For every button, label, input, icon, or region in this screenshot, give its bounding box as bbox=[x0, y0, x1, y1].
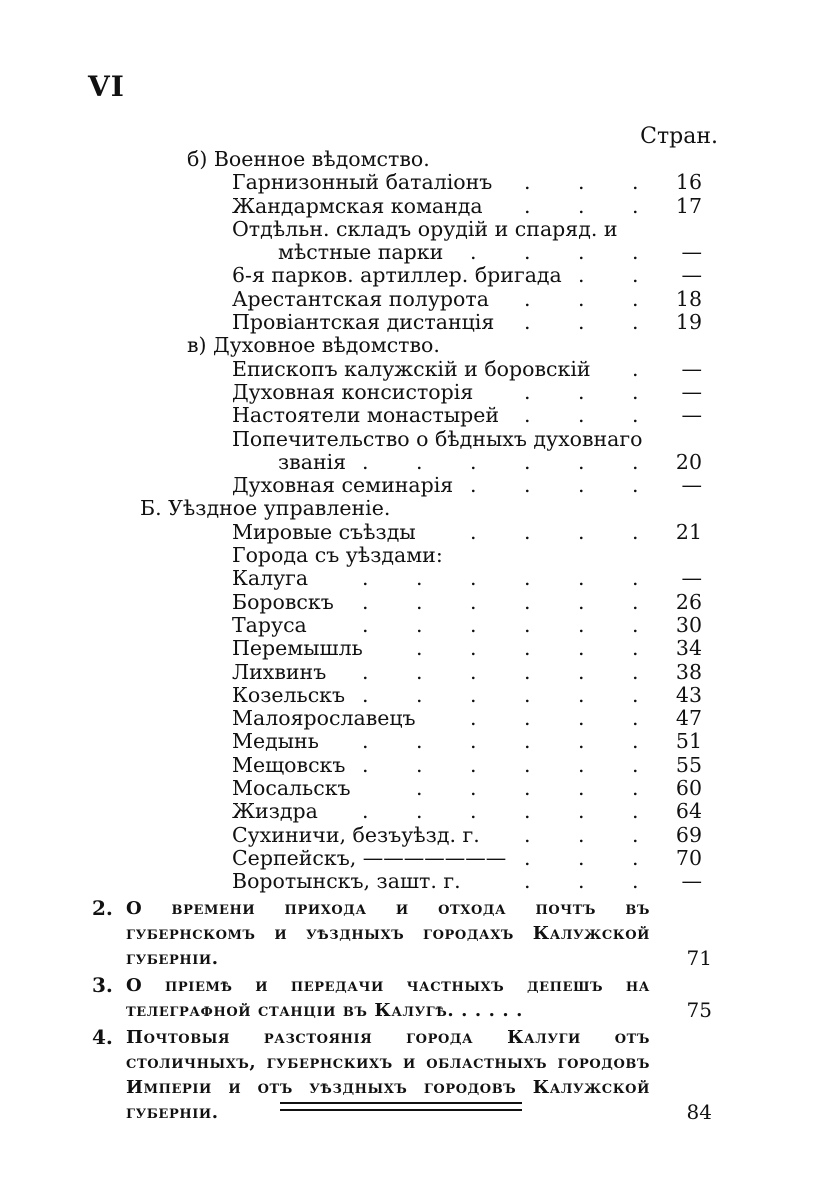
entry-page-number: — bbox=[681, 379, 702, 404]
entry-page-number: 17 bbox=[675, 193, 702, 218]
dot-leader: . bbox=[362, 449, 369, 474]
dot-leader: . bbox=[362, 799, 369, 824]
entry-page-number: — bbox=[681, 869, 702, 894]
dot-leader: . bbox=[578, 310, 585, 335]
entry-page-number: — bbox=[681, 566, 702, 591]
entry-title: 6-я парков. артиллер. бригада bbox=[232, 263, 562, 288]
entry-page-number: 70 bbox=[675, 845, 702, 870]
dot-leader: . bbox=[470, 519, 477, 544]
section-text: О времени прихода и отхода почтъ въ губернскомъ и уѣздныхъ городахъ Калужской губерніи. bbox=[126, 898, 650, 969]
contents-entry bbox=[0, 754, 840, 777]
section-page-number: 71 bbox=[686, 946, 712, 970]
dot-leader: . bbox=[632, 822, 639, 847]
contents-entry bbox=[0, 521, 840, 544]
dot-leader: . bbox=[524, 659, 531, 684]
section-number: 3. bbox=[92, 973, 113, 997]
contents-list bbox=[0, 148, 840, 894]
dot-leader: . bbox=[524, 822, 531, 847]
dot-leader: . bbox=[578, 636, 585, 661]
entry-title: Малоярославецъ bbox=[232, 706, 416, 731]
entry-page-number: — bbox=[681, 473, 702, 498]
entry-page-number: 69 bbox=[675, 822, 702, 847]
entry-page-number: 47 bbox=[675, 706, 702, 731]
dot-leader: . bbox=[578, 682, 585, 707]
dot-leader: . bbox=[416, 589, 423, 614]
dot-leader: . bbox=[632, 356, 639, 381]
dot-leader: . bbox=[524, 752, 531, 777]
entry-title: Козельскъ bbox=[232, 682, 346, 707]
dot-leader: . bbox=[524, 473, 531, 498]
closing-rule-top bbox=[280, 1102, 522, 1104]
entry-title: Перемышль bbox=[232, 636, 363, 661]
dot-leader: . bbox=[524, 869, 531, 894]
contents-entry bbox=[0, 544, 840, 567]
dot-leader: . bbox=[578, 566, 585, 591]
contents-entry bbox=[0, 870, 840, 893]
entry-title: званія bbox=[278, 449, 347, 474]
dot-leader: . bbox=[632, 659, 639, 684]
dot-leader: . bbox=[578, 659, 585, 684]
entry-page-number: 64 bbox=[675, 799, 702, 824]
numbered-sections bbox=[92, 896, 712, 1127]
entry-title: Б. Уѣздное управленіе. bbox=[140, 496, 391, 521]
dot-leader: . bbox=[632, 682, 639, 707]
dot-leader: . bbox=[524, 403, 531, 428]
entry-title: Епископъ калужскій и боровскій bbox=[232, 356, 591, 381]
dot-leader: . bbox=[632, 449, 639, 474]
dot-leader: . bbox=[578, 799, 585, 824]
dot-leader: . bbox=[524, 286, 531, 311]
dot-leader: . bbox=[470, 659, 477, 684]
dot-leader: . bbox=[524, 310, 531, 335]
dot-leader: . bbox=[524, 845, 531, 870]
entry-page-number: 18 bbox=[675, 286, 702, 311]
entry-title: Духовная семинарія bbox=[232, 473, 454, 498]
dot-leader: . bbox=[632, 286, 639, 311]
section-number: 2. bbox=[92, 896, 113, 920]
dot-leader: . bbox=[416, 636, 423, 661]
dot-leader: . bbox=[362, 566, 369, 591]
contents-entry bbox=[0, 311, 840, 334]
dot-leader: . bbox=[578, 193, 585, 218]
dot-leader: . bbox=[578, 776, 585, 801]
dot-leader: . bbox=[416, 659, 423, 684]
dot-leader: . bbox=[524, 612, 531, 637]
entry-title: мѣстные парки bbox=[278, 240, 444, 265]
dot-leader: . bbox=[524, 193, 531, 218]
entry-title: Серпейскъ, ——————— bbox=[232, 845, 507, 870]
entry-page-number: — bbox=[681, 263, 702, 288]
dot-leader: . bbox=[416, 799, 423, 824]
dot-leader: . bbox=[362, 659, 369, 684]
dot-leader: . bbox=[578, 170, 585, 195]
entry-title: Сухиничи, безъуѣзд. г. bbox=[232, 822, 480, 847]
dot-leader: . bbox=[362, 589, 369, 614]
entry-page-number: 34 bbox=[675, 636, 702, 661]
contents-entry bbox=[0, 567, 840, 590]
contents-entry bbox=[0, 591, 840, 614]
dot-leader: . bbox=[578, 473, 585, 498]
dot-leader: . bbox=[524, 776, 531, 801]
dot-leader: . bbox=[416, 566, 423, 591]
contents-entry bbox=[0, 661, 840, 684]
contents-entry bbox=[0, 218, 840, 241]
entry-title: Отдѣльн. складъ орудій и спаряд. и bbox=[232, 216, 618, 241]
contents-entry bbox=[0, 148, 840, 171]
dot-leader: . bbox=[470, 589, 477, 614]
contents-entry bbox=[0, 451, 840, 474]
entry-title: Гарнизонный баталіонъ bbox=[232, 170, 493, 195]
entry-page-number: 21 bbox=[675, 519, 702, 544]
dot-leader: . bbox=[470, 566, 477, 591]
dot-leader: . bbox=[632, 170, 639, 195]
dot-leader: . bbox=[578, 845, 585, 870]
dot-leader: . bbox=[578, 379, 585, 404]
dot-leader: . bbox=[632, 799, 639, 824]
dot-leader: . bbox=[416, 752, 423, 777]
closing-rule-bottom bbox=[280, 1109, 522, 1111]
contents-entry bbox=[0, 334, 840, 357]
dot-leader: . bbox=[362, 729, 369, 754]
entry-page-number: 38 bbox=[675, 659, 702, 684]
dot-leader: . bbox=[470, 799, 477, 824]
contents-entry bbox=[0, 474, 840, 497]
dot-leader: . bbox=[632, 612, 639, 637]
dot-leader: . bbox=[416, 682, 423, 707]
dot-leader: . bbox=[632, 566, 639, 591]
entry-page-number: 26 bbox=[675, 589, 702, 614]
dot-leader: . bbox=[524, 682, 531, 707]
contents-entry bbox=[0, 358, 840, 381]
section-text: О пріемѣ и передачи частныхъ депешъ на телеграфной станціи въ Калугѣ. . . . . . bbox=[126, 975, 650, 1021]
contents-entry bbox=[0, 428, 840, 451]
entry-page-number: — bbox=[681, 240, 702, 265]
dot-leader: . bbox=[470, 636, 477, 661]
dot-leader: . bbox=[632, 729, 639, 754]
dot-leader: . bbox=[470, 729, 477, 754]
entry-title: Провіантская дистанція bbox=[232, 310, 495, 335]
dot-leader: . bbox=[470, 682, 477, 707]
dot-leader: . bbox=[632, 519, 639, 544]
contents-entry bbox=[0, 195, 840, 218]
entry-title: Арестантская полурота bbox=[232, 286, 489, 311]
contents-entry bbox=[0, 684, 840, 707]
entry-title: Мосальскъ bbox=[232, 776, 351, 801]
dot-leader: . bbox=[632, 240, 639, 265]
dot-leader: . bbox=[524, 240, 531, 265]
dot-leader: . bbox=[470, 612, 477, 637]
entry-title: Лихвинъ bbox=[232, 659, 327, 684]
dot-leader: . bbox=[524, 799, 531, 824]
entry-title: Города съ уѣздами: bbox=[232, 543, 443, 568]
dot-leader: . bbox=[416, 776, 423, 801]
dot-leader: . bbox=[578, 729, 585, 754]
entry-page-number: 20 bbox=[675, 449, 702, 474]
dot-leader: . bbox=[578, 403, 585, 428]
dot-leader: . bbox=[632, 473, 639, 498]
dot-leader: . bbox=[632, 263, 639, 288]
dot-leader: . bbox=[524, 636, 531, 661]
dot-leader: . bbox=[578, 240, 585, 265]
dot-leader: . bbox=[470, 752, 477, 777]
contents-entry bbox=[0, 381, 840, 404]
entry-title: б) Военное вѣдомство. bbox=[187, 147, 430, 171]
entry-title: в) Духовное вѣдомство. bbox=[187, 333, 440, 358]
contents-entry bbox=[0, 614, 840, 637]
entry-title: Таруса bbox=[232, 612, 307, 637]
entry-title: Калуга bbox=[232, 566, 309, 591]
entry-page-number: 43 bbox=[675, 682, 702, 707]
entry-title: Боровскъ bbox=[232, 589, 334, 614]
contents-entry bbox=[0, 637, 840, 660]
dot-leader: . bbox=[524, 589, 531, 614]
dot-leader: . bbox=[578, 519, 585, 544]
dot-leader: . bbox=[632, 845, 639, 870]
entry-page-number: 60 bbox=[675, 776, 702, 801]
contents-entry bbox=[0, 824, 840, 847]
dot-leader: . bbox=[416, 729, 423, 754]
dot-leader: . bbox=[470, 240, 477, 265]
contents-entry bbox=[0, 847, 840, 870]
dot-leader: . bbox=[524, 449, 531, 474]
dot-leader: . bbox=[632, 776, 639, 801]
page-folio: VI bbox=[88, 70, 125, 103]
dot-leader: . bbox=[362, 612, 369, 637]
dot-leader: . bbox=[632, 310, 639, 335]
entry-title: Попечительство о бѣдныхъ духовнаго bbox=[232, 426, 643, 451]
dot-leader: . bbox=[524, 729, 531, 754]
entry-title: Мировые съѣзды bbox=[232, 519, 416, 544]
entry-page-number: 55 bbox=[675, 752, 702, 777]
dot-leader: . bbox=[578, 869, 585, 894]
entry-page-number: 19 bbox=[675, 310, 702, 335]
entry-title: Жандармская команда bbox=[232, 193, 483, 218]
contents-entry bbox=[0, 707, 840, 730]
dot-leader: . bbox=[578, 286, 585, 311]
dot-leader: . bbox=[578, 706, 585, 731]
entry-title: Духовная консисторія bbox=[232, 379, 474, 404]
dot-leader: . bbox=[578, 589, 585, 614]
numbered-section bbox=[92, 973, 712, 1023]
dot-leader: . bbox=[578, 752, 585, 777]
dot-leader: . bbox=[362, 682, 369, 707]
contents-entry bbox=[0, 800, 840, 823]
dot-leader: . bbox=[632, 589, 639, 614]
dot-leader: . bbox=[524, 519, 531, 544]
dot-leader: . bbox=[578, 822, 585, 847]
entry-title: Мещовскъ bbox=[232, 752, 346, 777]
dot-leader: . bbox=[524, 706, 531, 731]
contents-entry bbox=[0, 241, 840, 264]
dot-leader: . bbox=[578, 449, 585, 474]
contents-entry bbox=[0, 264, 840, 287]
dot-leader: . bbox=[632, 379, 639, 404]
contents-entry bbox=[0, 730, 840, 753]
dot-leader: . bbox=[524, 170, 531, 195]
dot-leader: . bbox=[578, 612, 585, 637]
entry-page-number: — bbox=[681, 356, 702, 381]
dot-leader: . bbox=[578, 263, 585, 288]
dot-leader: . bbox=[416, 449, 423, 474]
entry-page-number: 16 bbox=[675, 170, 702, 195]
entry-title: Настоятели монастырей bbox=[232, 403, 500, 428]
contents-entry bbox=[0, 171, 840, 194]
entry-title: Жиздра bbox=[232, 799, 318, 824]
entry-title: Медынь bbox=[232, 729, 319, 754]
section-text: Почтовыя разстоянія города Калуги отъ столичныхъ, губернскихъ и областныхъ городовъ Имперіи и отъ уѣздныхъ городовъ Калужской губерніи. bbox=[126, 1027, 650, 1123]
dot-leader: . bbox=[470, 776, 477, 801]
contents-entry bbox=[0, 497, 840, 520]
contents-entry bbox=[0, 404, 840, 427]
dot-leader: . bbox=[470, 473, 477, 498]
dot-leader: . bbox=[632, 706, 639, 731]
dot-leader: . bbox=[416, 612, 423, 637]
dot-leader: . bbox=[524, 566, 531, 591]
contents-entry bbox=[0, 777, 840, 800]
dot-leader: . bbox=[632, 193, 639, 218]
section-page-number: 84 bbox=[686, 1100, 712, 1124]
page-column-header: Стран. bbox=[640, 124, 718, 149]
section-page-number: 75 bbox=[686, 998, 712, 1022]
dot-leader: . bbox=[362, 752, 369, 777]
dot-leader: . bbox=[524, 379, 531, 404]
dot-leader: . bbox=[470, 706, 477, 731]
numbered-section bbox=[92, 896, 712, 971]
entry-title: Воротынскъ, зашт. г. bbox=[232, 869, 461, 894]
dot-leader: . bbox=[470, 449, 477, 474]
dot-leader: . bbox=[632, 403, 639, 428]
entry-page-number: — bbox=[681, 403, 702, 428]
section-number: 4. bbox=[92, 1025, 113, 1049]
entry-page-number: 51 bbox=[675, 729, 702, 754]
dot-leader: . bbox=[632, 869, 639, 894]
entry-page-number: 30 bbox=[675, 612, 702, 637]
contents-entry bbox=[0, 288, 840, 311]
dot-leader: . bbox=[632, 636, 639, 661]
dot-leader: . bbox=[632, 752, 639, 777]
